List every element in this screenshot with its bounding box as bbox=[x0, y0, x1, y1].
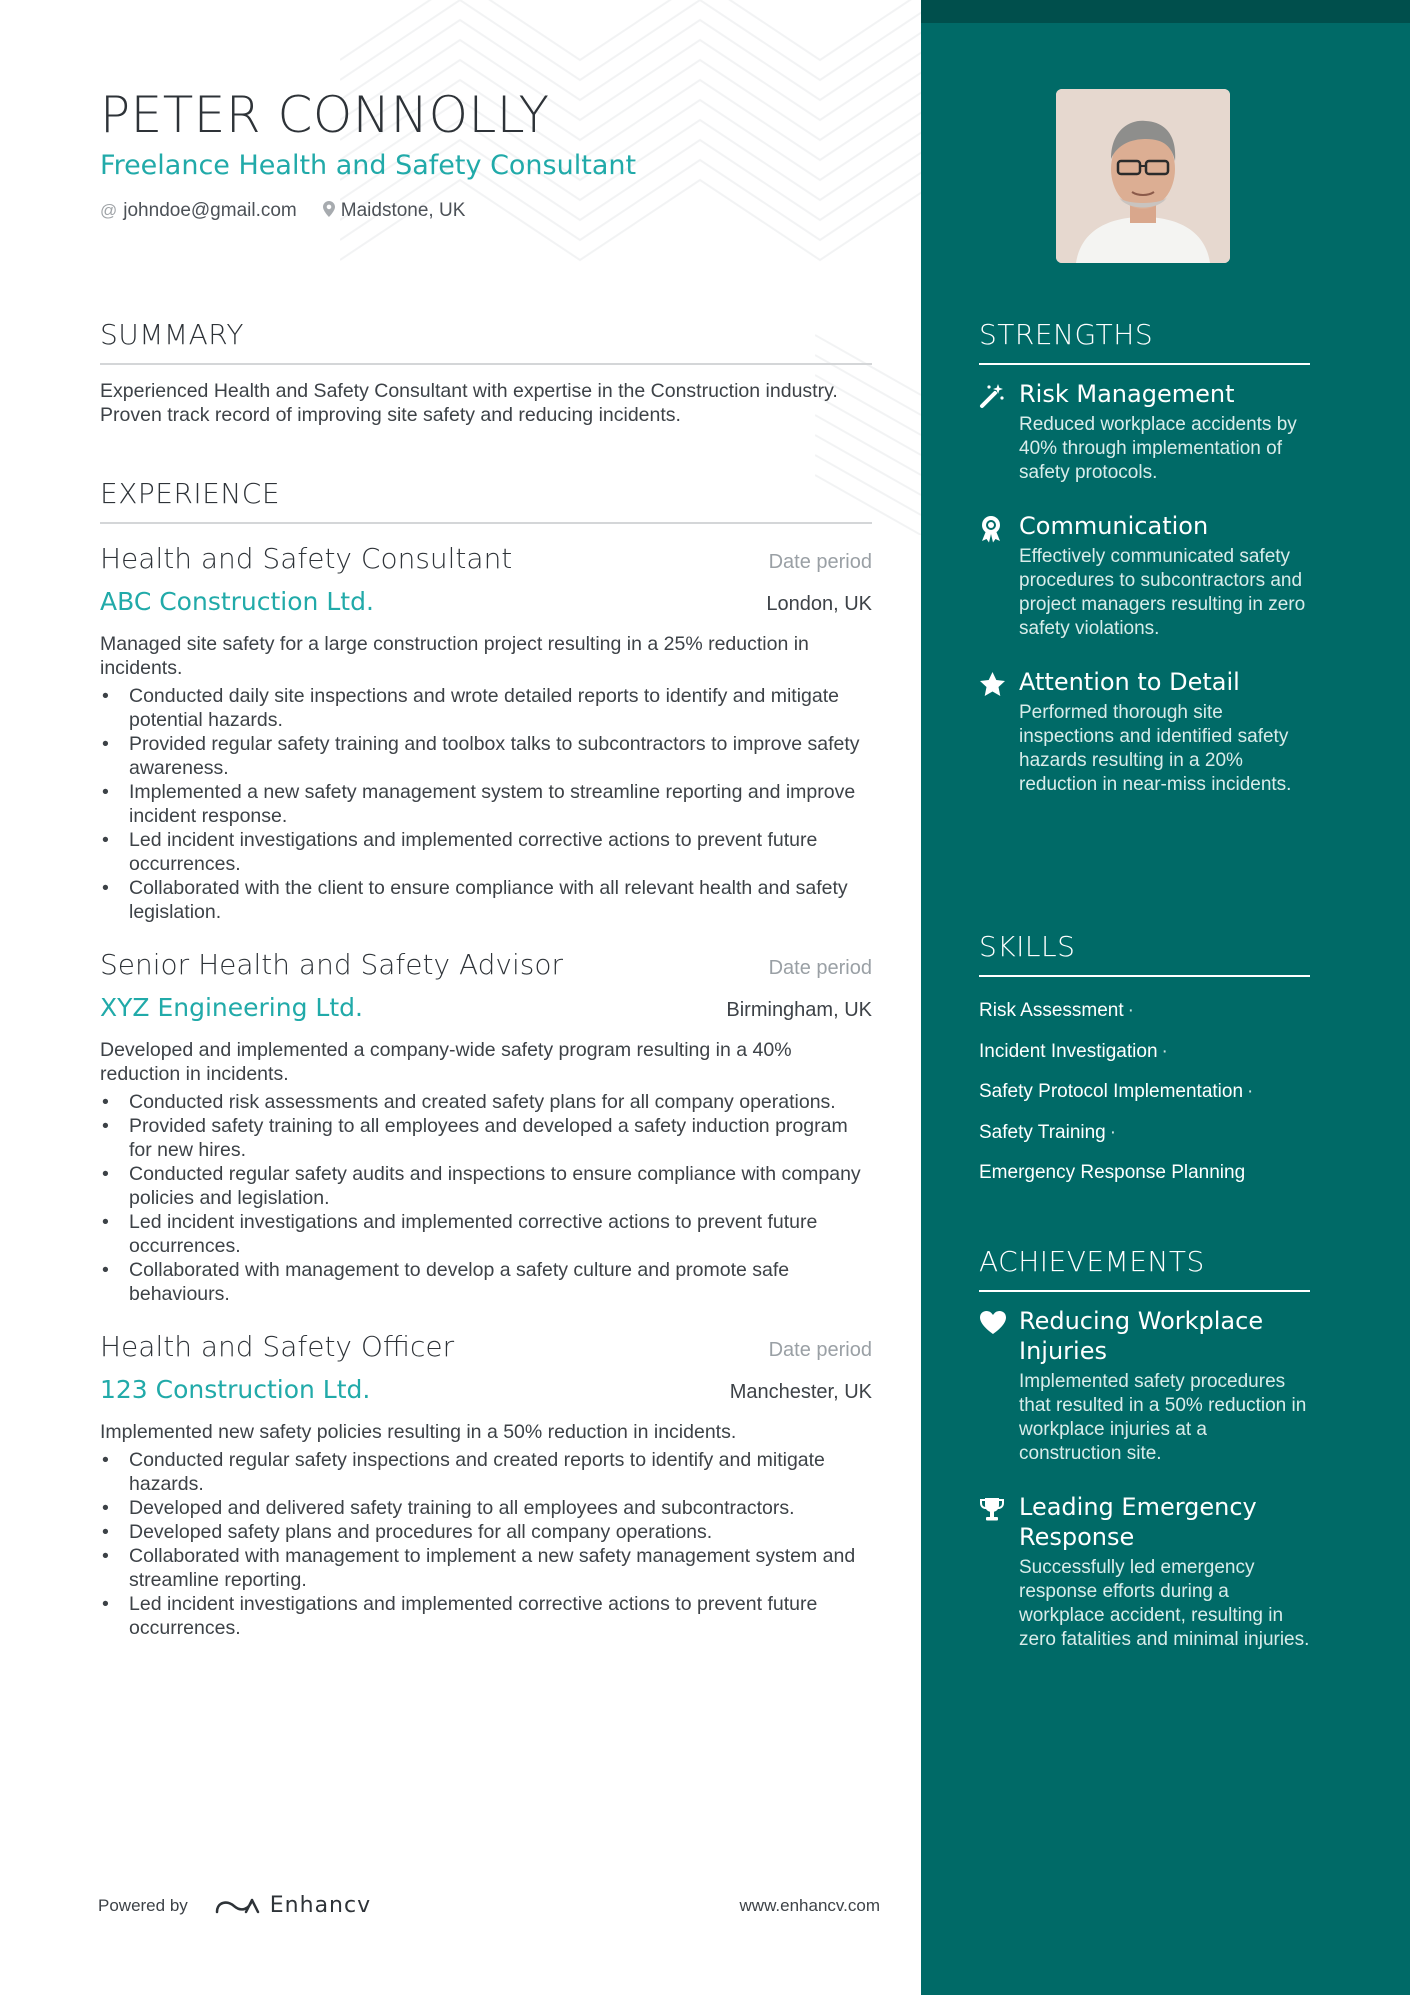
job-bullet: • Collaborated with management to implement a new safety management system and streamline reporting. bbox=[100, 1544, 872, 1592]
summary-section bbox=[100, 318, 872, 427]
job-date: Date period bbox=[768, 551, 872, 573]
heart-icon bbox=[979, 1306, 1019, 1466]
job-description: Managed site safety for a large construction project resulting in a 25% reduction in incidents. bbox=[100, 633, 809, 679]
magic-wand-icon bbox=[979, 379, 1019, 485]
skill-separator: · bbox=[1127, 1000, 1134, 1021]
email-text: johndoe@gmail.com bbox=[123, 200, 297, 221]
skill-name: Safety Training bbox=[979, 1121, 1106, 1143]
powered-by bbox=[98, 1893, 371, 1918]
enhancv-brand-text: Enhancv bbox=[269, 1893, 372, 1918]
achievements-heading: ACHIEVEMENTS bbox=[979, 1245, 1310, 1292]
job-company: XYZ Engineering Ltd. bbox=[100, 993, 363, 1022]
at-icon: @ bbox=[100, 201, 118, 220]
award-ribbon-icon bbox=[979, 511, 1019, 641]
strengths-heading: STRENGTHS bbox=[979, 318, 1310, 365]
achievement-title: Reducing Workplace Injuries bbox=[1019, 1307, 1264, 1365]
star-icon bbox=[979, 667, 1019, 797]
summary-heading: SUMMARY bbox=[100, 318, 872, 365]
job-company: ABC Construction Ltd. bbox=[100, 587, 374, 616]
skills-list bbox=[979, 991, 1310, 1194]
powered-by-label: Powered by bbox=[98, 1895, 188, 1915]
strength-title: Risk Management bbox=[1019, 380, 1235, 408]
job-date: Date period bbox=[768, 1339, 872, 1361]
experience-entry bbox=[100, 1330, 872, 1640]
job-location: Manchester, UK bbox=[729, 1381, 872, 1403]
strength-description: Effectively communicated safety procedures to subcontractors and project managers resulting in zero safety violations. bbox=[1019, 546, 1306, 639]
resume-footer bbox=[98, 1893, 880, 1918]
achievement-title: Leading Emergency Response bbox=[1019, 1493, 1257, 1551]
sidebar-top-bar bbox=[921, 0, 1410, 23]
location-text: Maidstone, UK bbox=[340, 200, 466, 221]
strength-description: Performed thorough site inspections and identified safety hazards resulting in a 20% reduction in near-miss incidents. bbox=[1019, 702, 1292, 795]
achievement-item bbox=[979, 1306, 1310, 1466]
job-company: 123 Construction Ltd. bbox=[100, 1375, 371, 1404]
job-date: Date period bbox=[768, 957, 872, 979]
summary-text: Experienced Health and Safety Consultant with expertise in the Construction industry. Proven track record of improving site safety and reducing incidents. bbox=[100, 380, 838, 426]
job-bullet: • Collaborated with management to develop a safety culture and promote safe behaviours. bbox=[100, 1258, 872, 1306]
job-bullet: • Developed and delivered safety training to all employees and subcontractors. bbox=[100, 1496, 872, 1520]
strength-item bbox=[979, 511, 1310, 641]
resume-header bbox=[100, 82, 880, 222]
email-contact[interactable] bbox=[100, 200, 297, 222]
achievement-item bbox=[979, 1492, 1310, 1652]
job-bullet: • Collaborated with the client to ensure compliance with all relevant health and safety legislation. bbox=[100, 876, 872, 924]
job-bullet: • Developed safety plans and procedures for all company operations. bbox=[100, 1520, 872, 1544]
skill-name: Incident Investigation bbox=[979, 1040, 1158, 1062]
experience-entry bbox=[100, 542, 872, 924]
achievement-description: Implemented safety procedures that resulted in a 50% reduction in workplace injuries at a construction site. bbox=[1019, 1371, 1307, 1464]
job-role: Health and Safety Officer bbox=[100, 1330, 455, 1363]
job-bullet: • Implemented a new safety management system to streamline reporting and improve incident response. bbox=[100, 780, 872, 828]
skill-item bbox=[979, 1032, 1310, 1073]
skill-name: Safety Protocol Implementation bbox=[979, 1081, 1244, 1102]
skills-heading: SKILLS bbox=[979, 930, 1310, 977]
location-contact bbox=[323, 200, 466, 222]
experience-heading: EXPERIENCE bbox=[100, 477, 872, 524]
job-bullet: • Led incident investigations and implemented corrective actions to prevent future occurrences. bbox=[100, 1592, 872, 1640]
enhancv-logo-icon bbox=[214, 1894, 262, 1918]
sidebar bbox=[921, 0, 1410, 1995]
job-bullet: • Led incident investigations and implemented corrective actions to prevent future occurrences. bbox=[100, 828, 872, 876]
skill-separator: · bbox=[1247, 1081, 1254, 1102]
job-description: Developed and implemented a company-wide safety program resulting in a 40% reduction in incidents. bbox=[100, 1039, 792, 1085]
job-bullets bbox=[100, 684, 872, 924]
skill-separator: · bbox=[1109, 1121, 1117, 1143]
job-bullets bbox=[100, 1090, 872, 1306]
skill-name: Emergency Response Planning bbox=[979, 1162, 1246, 1183]
job-role: Senior Health and Safety Advisor bbox=[100, 948, 563, 981]
skill-item bbox=[979, 1072, 1310, 1113]
skill-item bbox=[979, 1113, 1310, 1154]
skill-item bbox=[979, 991, 1310, 1032]
map-pin-icon bbox=[323, 201, 335, 222]
skill-separator: · bbox=[1161, 1040, 1168, 1062]
job-bullet: • Provided regular safety training and toolbox talks to subcontractors to improve safety awareness. bbox=[100, 732, 872, 780]
skill-name: Risk Assessment bbox=[979, 1000, 1124, 1021]
website-link[interactable]: www.enhancv.com bbox=[739, 1895, 880, 1915]
candidate-name: PETER CONNOLLY bbox=[100, 86, 550, 144]
job-description: Implemented new safety policies resulting in a 50% reduction in incidents. bbox=[100, 1421, 737, 1443]
experience-section bbox=[100, 477, 872, 1640]
enhancv-logo[interactable] bbox=[214, 1893, 371, 1918]
skill-item bbox=[979, 1153, 1310, 1194]
profile-photo bbox=[1056, 89, 1230, 263]
job-bullet: • Conducted regular safety inspections and created reports to identify and mitigate hazards. bbox=[100, 1448, 872, 1496]
strength-item bbox=[979, 379, 1310, 485]
candidate-title: Freelance Health and Safety Consultant bbox=[100, 150, 637, 181]
strength-description: Reduced workplace accidents by 40% through implementation of safety protocols. bbox=[1019, 414, 1297, 483]
strength-item bbox=[979, 667, 1310, 797]
strength-title: Attention to Detail bbox=[1019, 668, 1240, 696]
contact-info bbox=[100, 200, 880, 222]
achievement-description: Successfully led emergency response efforts during a workplace accident, resulting in zero fatalities and minimal injuries. bbox=[1019, 1557, 1310, 1650]
job-bullets bbox=[100, 1448, 872, 1640]
strength-title: Communication bbox=[1019, 512, 1209, 540]
job-bullet: • Conducted regular safety audits and inspections to ensure compliance with company policies and legislation. bbox=[100, 1162, 872, 1210]
job-bullet: • Conducted risk assessments and created safety plans for all company operations. bbox=[100, 1090, 872, 1114]
job-location: London, UK bbox=[766, 593, 872, 615]
job-bullet: • Conducted daily site inspections and wrote detailed reports to identify and mitigate potential hazards. bbox=[100, 684, 872, 732]
job-role: Health and Safety Consultant bbox=[100, 542, 513, 575]
job-bullet: • Led incident investigations and implemented corrective actions to prevent future occurrences. bbox=[100, 1210, 872, 1258]
trophy-icon bbox=[979, 1492, 1019, 1652]
job-location: Birmingham, UK bbox=[726, 999, 872, 1021]
achievements-section bbox=[979, 1245, 1310, 1652]
experience-entry bbox=[100, 948, 872, 1306]
skills-section bbox=[979, 930, 1310, 1194]
strengths-section bbox=[979, 318, 1310, 797]
job-bullet: • Provided safety training to all employees and developed a safety induction program for new hires. bbox=[100, 1114, 872, 1162]
